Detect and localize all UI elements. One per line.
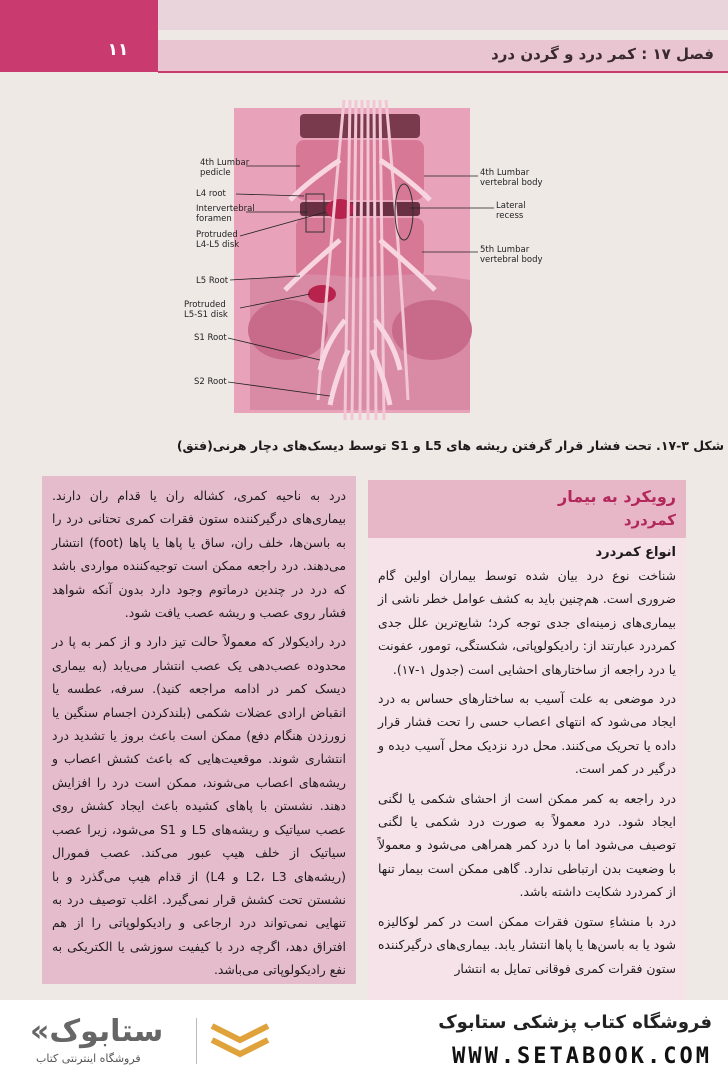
paragraph: درد راجعه به کمر ممکن است از احشای شکمی یا لگنی ایجاد شود. درد معمولاً به صورت درد شکمی یا لگنی توصیف می‌شود اما با درد کمر همراهی می‌شود و معمولاً با وضعیت بدن ارتباطی ندارد. گاهی ممکن است بیمار تنها از کمردرد شکایت داشته باشد. xyxy=(378,790,676,900)
page-number: ۱۱ xyxy=(107,40,129,60)
label-l4-root: L4 root xyxy=(196,189,226,199)
store-url[interactable]: WWW.SETABOOK.COM xyxy=(452,1044,712,1069)
label-4th-lumbar-pedicle: 4th Lumbar pedicle xyxy=(200,158,250,178)
figure-caption: شکل ۳-۱۷. تحت فشار قرار گرفتن ریشه های L5 و S1 توسط دیسک‌های دچار هرنی(فتق) xyxy=(176,438,724,453)
label-lateral-recess: Lateral recess xyxy=(496,201,526,221)
store-footer xyxy=(0,1000,728,1080)
label-s1-root: S1 Root xyxy=(194,333,227,343)
spine-figure xyxy=(0,100,728,430)
label-protruded-l4-l5-disk: Protruded L4-L5 disk xyxy=(196,230,240,250)
section-title: رویکرد به بیمار xyxy=(558,487,676,506)
label-4th-lumbar-vertebral-body: 4th Lumbar vertebral body xyxy=(480,168,543,188)
paragraph: درد با منشاءِ ستون فقرات ممکن است در کمر لوکالیزه شود یا به باسن‌ها یا پاها انتشار یابد. بیماری‌های درگیرکننده ستون فقرات کمری فوقانی تمایل به انتشار xyxy=(378,913,676,976)
chapter-title: فصل ۱۷ : کمر درد و گردن درد xyxy=(491,45,714,63)
page-number-block xyxy=(0,0,158,72)
right-column-body xyxy=(368,538,686,980)
label-l5-root: L5 Root xyxy=(196,276,229,286)
spine-illustration xyxy=(0,100,728,430)
label-s2-root: S2 Root xyxy=(194,377,227,387)
iliac-left xyxy=(248,300,328,360)
label-intervertebral-foramen: Intervertebral foramen xyxy=(196,204,255,224)
label-protruded-l5-s1-disk: Protruded L5-S1 disk xyxy=(184,300,228,320)
disk-top xyxy=(300,114,420,138)
header-rule xyxy=(158,71,728,73)
paragraph: درد رادیکولار که معمولاً حالت تیز دارد و از کمر به پا در محدوده عصب‌دهی یک عصب انتشار می‌یابد (به بیماری دیسک کمر در ادامه مراجعه کنید). سرفه، عطسه یا انقباض ارادی عضلات شکمی (بلندکردن اجسام سنگین یا زورزدن هنگام دفع) ممکن است باعث بروز یا تشدید درد انتشاری شوند. موقعیت‌هایی که باعث کشش اعصاب و ریشه‌های اعصاب می‌شوند، ممکن است درد را افزایش دهند. نشستن با پاهای کشیده باعث ایجاد کشش روی عصب سیاتیک و ریشه‌های L5 و S1 می‌شود، زیرا عصب سیاتیک از خلف هیپ عبور می‌کند. عصب فمورال (ریشه‌های L2، L3 و L4) از قدام هیپ می‌گذرد و با نشستن تحت کشش قرار نمی‌گیرد. اغلب توصیف درد به تنهایی نمی‌تواند درد ارجاعی و رادیکولوپاتی را از هم افتراق دهد، اگرچه درد با کیفیت سوزشی یا الکتریکی به نفع رادیکولوپاتی می‌باشد. xyxy=(52,634,346,978)
section-heading-box xyxy=(368,480,686,538)
paragraph: درد به ناحیه کمری، کشاله ران یا قدام ران دارند. بیماری‌های درگیرکننده ستون فقرات کمری تحتانی درد را به باسن‌ها، خلف ران، ساق یا پاها یا پاها (foot) انتشار می‌دهند. درد راجعه ممکن است توجیه‌کننده مواردی باشد که درد در چندین درماتوم وجود دارد بدون آنکه شواهد فشار روی عصب و ریشه عصب یافت شود. xyxy=(52,488,346,621)
logo-word: «ستابوک xyxy=(30,1014,164,1049)
right-column xyxy=(368,480,686,1000)
logo-tagline: فروشگاه اینترنتی کتاب xyxy=(36,1052,141,1065)
paragraph: درد موضعی به علت آسیب به ساختارهای حساس به درد ایجاد می‌شود که انتهای اعصاب حسی را تحت فشار قرار داده یا تحریک می‌کنند. محل درد نزدیک محل آسیب دیده و درگیر در کمر است. xyxy=(378,691,676,777)
paragraph: شناخت نوع درد بیان شده توسط بیماران اولین گام ضروری است. هم‌چنین باید به کشف عوامل خطر ناشی از بیماری‌های زمینه‌ای جدی توجه کرد؛ شایع‌ترین علل جدی کمردرد عبارتند از: رادیکولوپاتی، شکستگی، تومور، عفونت یا درد راجعه از ساختارهای احشایی است (جدول ۱-۱۷). xyxy=(378,568,676,677)
chapter-bar xyxy=(158,40,728,72)
left-column xyxy=(42,476,356,984)
setabook-chevron-icon xyxy=(208,1020,272,1064)
store-name: فروشگاه کتاب پزشکی ستابوک xyxy=(438,1012,712,1033)
label-5th-lumbar-vertebral-body: 5th Lumbar vertebral body xyxy=(480,245,543,265)
section-subtitle: کمردرد xyxy=(623,511,676,529)
protruded-disk-l5-s1 xyxy=(308,285,336,303)
footer-divider xyxy=(196,1018,197,1064)
inner-heading: انواع کمردرد xyxy=(595,545,676,560)
